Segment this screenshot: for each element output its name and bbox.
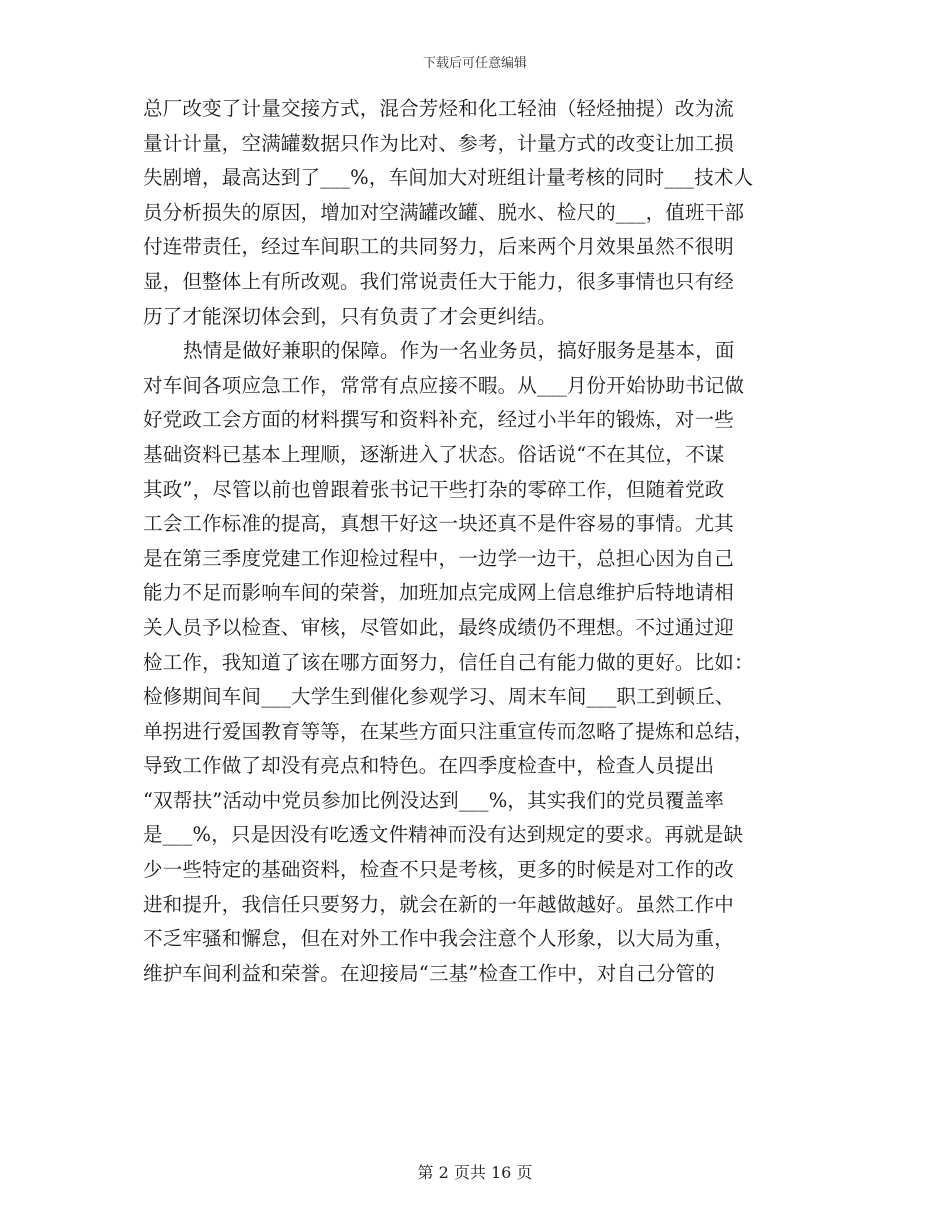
text-line: 检修期间车间___大学生到催化参观学习、周末车间___职工到顿丘、: [143, 685, 735, 709]
text-line: 维护车间利益和荣誉。在迎接局“三基”检查工作中，对自己分管的: [143, 961, 715, 985]
text-line: 付连带责任，经过车间职工的共同努力，后来两个月效果虽然不很明: [143, 235, 735, 259]
text-line: 单拐进行爱国教育等等，在某些方面只注重宣传而忽略了提炼和总结，: [143, 719, 754, 743]
text-line: 导致工作做了却没有亮点和特色。在四季度检查中，检查人员提出: [143, 754, 715, 778]
text-line: 员分析损失的原因，增加对空满罐改罐、脱水、检尺的___，值班干部: [143, 200, 745, 224]
text-line: 不乏牢骚和懈怠，但在对外工作中我会注意个人形象，以大局为重，: [143, 927, 735, 951]
text-line: “双帮扶”活动中党员参加比例没达到___%，其实我们的党员覆盖率: [143, 788, 725, 812]
text-line: 是___%，只是因没有吃透文件精神而没有达到规定的要求。再就是缺: [143, 823, 744, 847]
text-line: 基础资料已基本上理顺，逐渐进入了状态。俗话说“不在其位，不谋: [143, 442, 725, 466]
text-line: 总厂改变了计量交接方式，混合芳烃和化工轻油（轻烃抽提）改为流: [143, 97, 735, 120]
text-line: 量计计量，空满罐数据只作为比对、参考，计量方式的改变让加工损: [143, 131, 735, 155]
text-line: 关人员予以检查、审核，尽管如此，最终成绩仍不理想。不过通过迎: [143, 615, 735, 639]
text-line: 进和提升，我信任只要努力，就会在新的一年越做越好。虽然工作中: [143, 892, 735, 916]
text-line: 显，但整体上有所改观。我们常说责任大于能力，很多事情也只有经: [143, 269, 735, 293]
page-header: 下载后可任意编辑: [422, 56, 527, 71]
text-line: 好党政工会方面的材料撰写和资料补充，经过小半年的锻炼，对一些: [143, 408, 735, 432]
text-line: 能力不足而影响车间的荣誉，加班加点完成网上信息维护后特地请相: [143, 581, 735, 605]
text-line: 对车间各项应急工作，常常有点应接不暇。从___月份开始协助书记做: [143, 373, 745, 397]
body-text: [143, 92, 813, 991]
page-number-footer: 第 2 页共 16 页: [417, 1163, 533, 1182]
text-line: 失剧增，最高达到了___%，车间加大对班组计量考核的同时___技术人: [143, 166, 754, 190]
text-line: 是在第三季度党建工作迎检过程中，一边学一边干，总担心因为自己: [143, 546, 735, 570]
text-line: 历了才能深切体会到，只有负责了才会更纠结。: [143, 304, 557, 328]
text-line: 工会工作标准的提高，真想干好这一块还真不是件容易的事情。尤其: [143, 512, 735, 536]
text-line: 少一些特定的基础资料，检查不只是考核，更多的时候是对工作的改: [143, 858, 735, 882]
paragraph-start-line: 热情是做好兼职的保障。作为一名业务员，搞好服务是基本，面: [183, 339, 735, 363]
text-line: 其政”，尽管以前也曾跟着张书记干些打杂的零碎工作，但随着党政: [143, 477, 725, 501]
text-line: 检工作，我知道了该在哪方面努力，信任自己有能力做的更好。比如：: [143, 650, 754, 674]
